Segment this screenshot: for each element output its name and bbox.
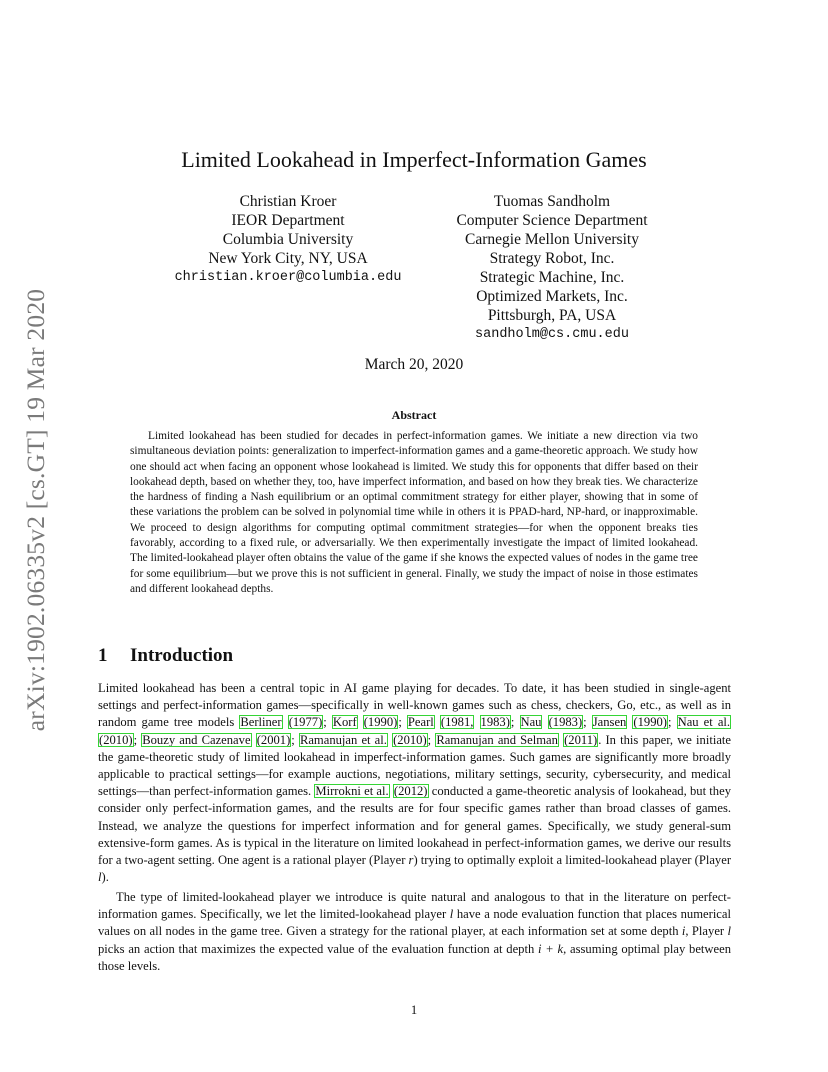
text-run: The type of limited-lookahead player we introduce is quite natural and analogous to that in the literature on perfect-information games. Specifically, we let the limited-lookahead player bbox=[98, 890, 731, 922]
citation-link[interactable]: Ramanujan et al. bbox=[299, 732, 387, 747]
author-affiliation-line: IEOR Department bbox=[231, 212, 345, 229]
text-run: ) trying to optimally exploit a limited-lookahead player (Player bbox=[413, 853, 732, 868]
author-affiliation-line: Computer Science Department bbox=[456, 212, 648, 229]
author-name: Christian Kroer bbox=[239, 193, 337, 210]
math-variable: i bbox=[681, 924, 686, 939]
author-block-1 bbox=[148, 192, 428, 287]
citation-link[interactable]: Jansen bbox=[592, 715, 627, 730]
text-run: ; bbox=[510, 715, 520, 730]
text-run bbox=[474, 715, 479, 729]
citation-link[interactable]: Nau bbox=[520, 715, 542, 730]
author-affiliation-line: Strategy Robot, Inc. bbox=[489, 250, 615, 267]
body-paragraph bbox=[98, 889, 731, 975]
abstract-heading: Abstract bbox=[391, 408, 437, 422]
citation-link[interactable]: (2001) bbox=[256, 732, 291, 747]
math-variable: l bbox=[449, 907, 454, 922]
math-variable: r bbox=[408, 853, 414, 868]
citation-link[interactable]: (1983) bbox=[548, 715, 583, 730]
text-run: ; bbox=[133, 732, 142, 747]
text-run: ; bbox=[427, 732, 436, 747]
math-variable: l bbox=[98, 870, 102, 885]
page-number: 1 bbox=[410, 1003, 418, 1017]
text-run: ; bbox=[398, 715, 407, 730]
citation-link[interactable]: Berliner bbox=[240, 715, 282, 730]
text-run: , assuming optimal play between those levels. bbox=[98, 941, 732, 973]
citation-link[interactable]: (2012) bbox=[393, 784, 428, 799]
text-run bbox=[542, 715, 547, 729]
citation-link[interactable]: Korf bbox=[332, 715, 357, 730]
section-heading bbox=[98, 645, 233, 667]
author-affiliation-line: Pittsburgh, PA, USA bbox=[487, 307, 617, 324]
math-expression: i + k bbox=[538, 941, 564, 956]
author-email: sandholm@cs.cmu.edu bbox=[475, 327, 629, 342]
citation-link[interactable]: (2010) bbox=[99, 732, 133, 747]
arxiv-id-text: arXiv:1902.06335v2 [cs.GT] 19 Mar 2020 bbox=[21, 288, 50, 732]
abstract-text: Limited lookahead has been studied for decades in perfect-information games. We initiate a new direction via two simultaneous deviation points: generalization to imperfect-information games and a game-theoretic approach. We study how one should act when facing an opponent whose lookahead is limited. We study this for opponents that differ based on their lookahead depth, based on whether they, too, have imperfect information, and based on how they break ties. We characterize the hardness of finding a Nash equilibrium or an optimal commitment strategy for either player, showing that in some of these variations the problem can be solved in polynomial time while in others it is PPAD-hard, NP-hard, or inapproximable. We proceed to design algorithms for computing optimal commitment strategies—for when the opponent breaks ties favorably, according to a fixed rule, or adversarially. We then experimentally investigate the impact of limited lookahead. The limited-lookahead player often obtains the value of the game if she knows the expected values of nodes in the game tree for some equilibrium—but we prove this is not sufficient in general. Finally, we study the impact of noise in those estimates and different lookahead depths. bbox=[130, 430, 698, 595]
text-run: . In this paper, we initiate the game-theoretic study of limited lookahead in imperfect-information games. Such games are significantly more broadly applicable to practical settings—for example auctions, negotiations, military settings, security, cybersecurity, and medical settings—than perfect-information games. bbox=[98, 732, 732, 799]
text-run bbox=[358, 715, 363, 729]
citation-link[interactable]: Nau et al. bbox=[677, 715, 731, 730]
author-block-2 bbox=[412, 192, 692, 344]
paper-title: Limited Lookahead in Imperfect-Information Games bbox=[181, 147, 647, 172]
citation-link[interactable]: (1990) bbox=[363, 715, 398, 730]
citation-link[interactable]: (2010) bbox=[393, 732, 427, 747]
paper-date: March 20, 2020 bbox=[364, 356, 464, 373]
citation-link[interactable]: Bouzy and Cazenave bbox=[142, 732, 251, 747]
author-affiliation-line: Carnegie Mellon University bbox=[465, 231, 639, 248]
citation-link[interactable]: (1977) bbox=[288, 715, 323, 730]
text-run: ). bbox=[101, 870, 109, 885]
citation-link[interactable]: 1983) bbox=[480, 715, 510, 730]
author-affiliation-line: Optimized Markets, Inc. bbox=[476, 288, 628, 305]
text-run: Limited lookahead has been a central topic in AI game playing for decades. To date, it has been studied in single-agent settings and perfect-information games—specifically in well-known games such as chess, checkers, Go, etc., as well as in random game tree models bbox=[98, 681, 731, 730]
text-run bbox=[283, 715, 288, 729]
text-run: ; bbox=[291, 732, 299, 747]
citation-link[interactable]: Pearl bbox=[407, 715, 434, 730]
text-run: ; bbox=[323, 715, 332, 730]
citation-link[interactable]: (1981, bbox=[440, 715, 474, 730]
text-run: ; bbox=[583, 715, 592, 730]
author-name: Tuomas Sandholm bbox=[493, 193, 611, 210]
text-run: , Player bbox=[685, 924, 728, 939]
section-number: 1 bbox=[98, 645, 108, 666]
citation-link[interactable]: Ramanujan and Selman bbox=[436, 732, 558, 747]
body-paragraph bbox=[98, 680, 731, 886]
citation-link[interactable]: Mirrokni et al. bbox=[315, 784, 389, 799]
author-email: christian.kroer@columbia.edu bbox=[174, 270, 402, 285]
math-variable: l bbox=[727, 924, 731, 939]
text-run: conducted a game-theoretic analysis of lookahead, but they consider only perfect-information games, and the results are for four specific games rather than broad classes of games. Instead, we analyze the questions for imperfect information and for general games. Specifically, we study general-sum extensive-form games. As is typical in the literature on limited lookahead in perfect-information games, we derive our results for a two-agent setting. One agent is a rational player (Player bbox=[98, 784, 731, 868]
text-run: have a node evaluation function that places numerical values on all nodes in the game tree. Given a strategy for the rational player, at each information set at some depth bbox=[98, 907, 731, 939]
citation-link[interactable]: (2011) bbox=[564, 732, 598, 747]
author-affiliation-line: New York City, NY, USA bbox=[208, 250, 368, 267]
citation-link[interactable]: (1990) bbox=[633, 715, 667, 730]
text-run: ; bbox=[668, 715, 677, 730]
section-title: Introduction bbox=[130, 645, 234, 666]
text-run: picks an action that maximizes the expected value of the evaluation function at depth bbox=[98, 941, 539, 956]
author-affiliation-line: Columbia University bbox=[222, 231, 354, 248]
author-affiliation-line: Strategic Machine, Inc. bbox=[479, 269, 625, 286]
